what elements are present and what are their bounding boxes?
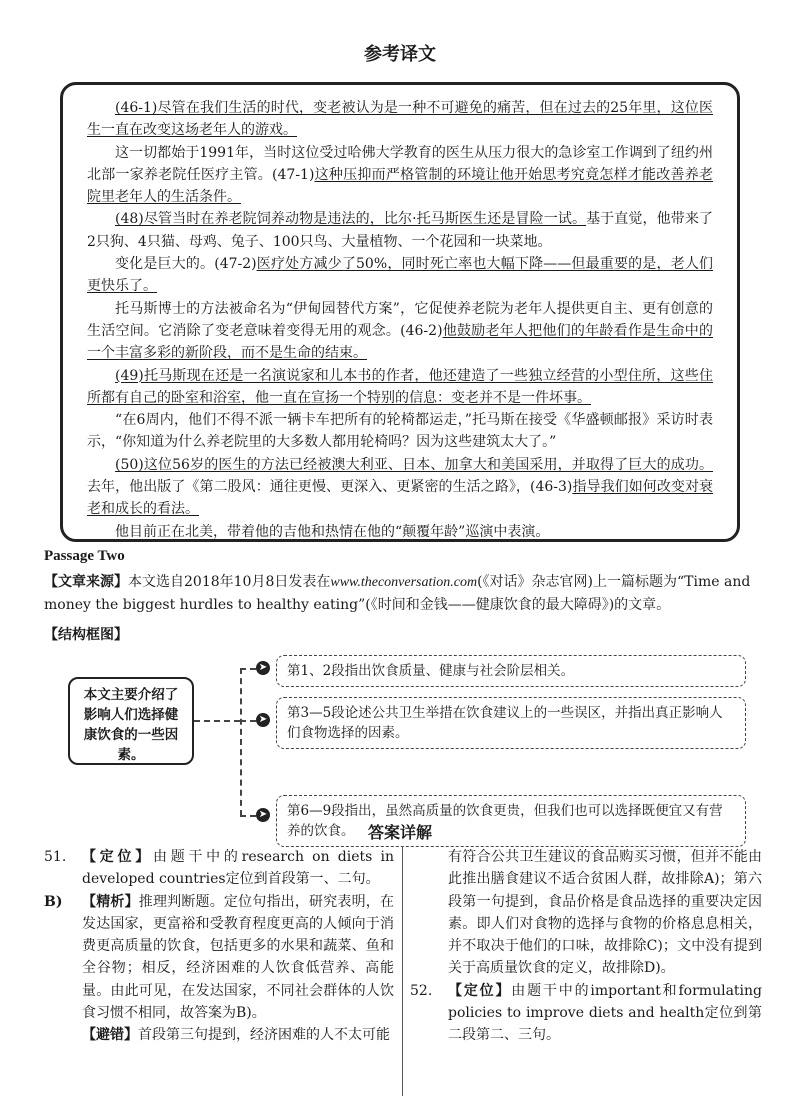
- answer-letter: B): [44, 893, 63, 910]
- structure-connector-3: [240, 815, 256, 817]
- text-segment: 他目前正在北美，带着他的吉他和热情在他的“颠覆年龄”巡演中表演。: [115, 523, 550, 540]
- text-segment: (47-2): [214, 256, 257, 273]
- text-segment: (47-1): [272, 166, 315, 183]
- source-label: 【文章来源】: [44, 574, 128, 590]
- question-52: [410, 980, 762, 1047]
- structure-connector-1: [240, 668, 256, 670]
- answers-left-column: [44, 846, 394, 1047]
- underlined-segment: (46-1)尽管在我们生活的时代，变老被认为是一种不可避免的痛苦，但在过去的25年里，这位医生一直在改变这场老年人的游戏。: [87, 100, 713, 139]
- structure-label: 【结构框图】: [44, 627, 128, 643]
- text-segment: (46-2): [400, 322, 443, 339]
- text-segment: “在6周内，他们不得不派一辆卡车把所有的轮椅都运走，”托马斯在接受《华盛顿邮报》采访时表示，“你知道为什么养老院里的大多数人都用轮椅吗？因为这些建筑太大了。”: [87, 412, 713, 451]
- underlined-segment: 他鼓励老年人把他们的年龄看作是生命中的一个丰富多彩的新阶段，而不是生命的结束。: [87, 322, 713, 362]
- underlined-segment: (50)这位56岁的医生的方法已经被澳大利亚、日本、加拿大和美国采用，并取得了巨大的成功。: [115, 456, 713, 473]
- source-site: www.theconversation.com: [330, 575, 478, 590]
- question-number: 51.: [44, 849, 67, 865]
- passage-label: Passage Two: [44, 548, 125, 564]
- text-segment: 这一切都始于1991年，当时这位受过哈佛大学教育的医生从压力很大的急诊室工作调到了纽约州北部一家养老院任医疗主管。: [87, 144, 713, 183]
- translation-paragraph: [87, 454, 713, 521]
- translation-paragraph: [87, 365, 713, 410]
- text-segment: 去年，他出版了《第二股风：通往更慢、更深入、更紧密的生活之路》，: [87, 479, 530, 496]
- answers-title: 答案详解: [367, 823, 432, 842]
- structure-connector: [240, 668, 242, 816]
- underlined-segment: 医疗处方减少了50%，同时死亡率也大幅下降——但最重要的是，老人们更快乐了。: [87, 256, 713, 295]
- translation-box: [60, 82, 740, 542]
- translation-paragraph: [87, 208, 713, 253]
- translation-paragraph: [87, 253, 713, 298]
- question-number: 52.: [410, 982, 433, 999]
- underlined-segment: 这种压抑而严格管制的环境让他开始思考究竟怎样才能改善养老院里老年人的生活条件。: [87, 166, 713, 206]
- page-title: 参考译文: [364, 44, 436, 65]
- text-segment: 基于直觉，他带来了2只狗、4只猫、母鸡、兔子、100只鸟、大量植物、一个花园和一块菜地。: [87, 211, 714, 250]
- translation-paragraph: [87, 298, 713, 365]
- translation-paragraph: [87, 521, 713, 543]
- article-source: [44, 571, 764, 617]
- answers-right-column: [410, 846, 762, 1047]
- column-divider: [402, 846, 403, 1096]
- locate-text: 由题干中的important和formulating policies to improve diets and health定位到第二段第二、三句。: [448, 982, 763, 1044]
- avoid-label: 【避错】: [82, 1027, 138, 1044]
- underlined-segment: (49)托马斯现在还是一名演说家和儿本书的作者，他还建造了一些独立经营的小型住所，这些住所都有自己的卧室和浴室，他一直在宣扬一个特别的信息：变老并不是一件坏事。: [87, 367, 713, 406]
- text-segment: 托马斯博士的方法被命名为“伊甸园替代方案”，它促使养老院为老年人提供更自主、更有创意的生活空间。它消除了变老意味着变得无用的观念。: [87, 300, 713, 339]
- arrow-right-icon: ➤: [256, 661, 270, 675]
- structure-connector-main: [194, 720, 240, 722]
- analysis-label: 【精析】: [82, 893, 139, 910]
- source-text-before: 本文选自2018年10月8日发表在: [128, 574, 331, 590]
- translation-paragraph: [87, 409, 713, 454]
- question-51-continued: 有符合公共卫生建议的食品购买习惯，但并不能由此推出膳食建议不适合贫困人群，故排除A)；第六段第一句提到，食品价格是食品选择的重要决定因素。即人们对食物的选择与食物的价格息息相关，并不取决于他们的口味，故排除C)；文中没有提到关于高质量饮食的定义，故排除D)。: [448, 849, 762, 977]
- arrow-right-icon: ➤: [256, 808, 270, 822]
- analysis-text: 推理判断题。定位句指出，研究表明，在发达国家，更富裕和受教育程度更高的人倾向于消费更高质量的饮食，包括更多的水果和蔬菜、鱼和全谷物；相反，经济困难的人饮食低营养、高能量。由此可见，在发达国家，不同社会群体的人饮食习惯不相同，故答案为B)。: [82, 893, 395, 1022]
- source-text-after: (《对话》杂志官网)上一篇标题为“Time and money the biggest hurdles to healthy eating”(《时间和金钱——健康饮食的最大障碍》)的文章。: [44, 574, 751, 613]
- question-51: [44, 846, 394, 1047]
- translation-paragraph: [87, 97, 713, 142]
- underlined-segment: 指导我们如何改变对衰老和成长的看法。: [87, 479, 714, 518]
- locate-text: 由题干中的research on diets in developed countries定位到首段第一、二句。: [82, 849, 395, 888]
- translation-paragraph: [87, 142, 713, 209]
- underlined-segment: (48)尽管当时在养老院饲养动物是违法的，比尔·托马斯医生还是冒险一试。: [115, 211, 587, 228]
- structure-main-box: 本文主要介绍了影响人们选择健康饮食的一些因素。: [68, 677, 194, 765]
- structure-branch-3: 第6—9段指出，虽然高质量的饮食更贵，但我们也可以选择既便宜又有营养的饮食。: [276, 795, 746, 847]
- arrow-right-icon: ➤: [256, 713, 270, 727]
- text-segment: 变化是巨大的。: [115, 256, 215, 273]
- avoid-text: 首段第三句提到，经济困难的人不太可能: [138, 1027, 390, 1044]
- locate-label: 【定位】: [82, 849, 153, 865]
- structure-connector-2: [240, 720, 256, 722]
- text-segment: (46-3): [530, 479, 573, 496]
- structure-branch-2: 第3—5段论述公共卫生举措在饮食建议上的一些误区，并指出真正影响人们食物选择的因素。: [276, 697, 746, 749]
- structure-branch-1: 第1、2段指出饮食质量、健康与社会阶层相关。: [276, 655, 746, 687]
- locate-label: 【定位】: [448, 982, 512, 999]
